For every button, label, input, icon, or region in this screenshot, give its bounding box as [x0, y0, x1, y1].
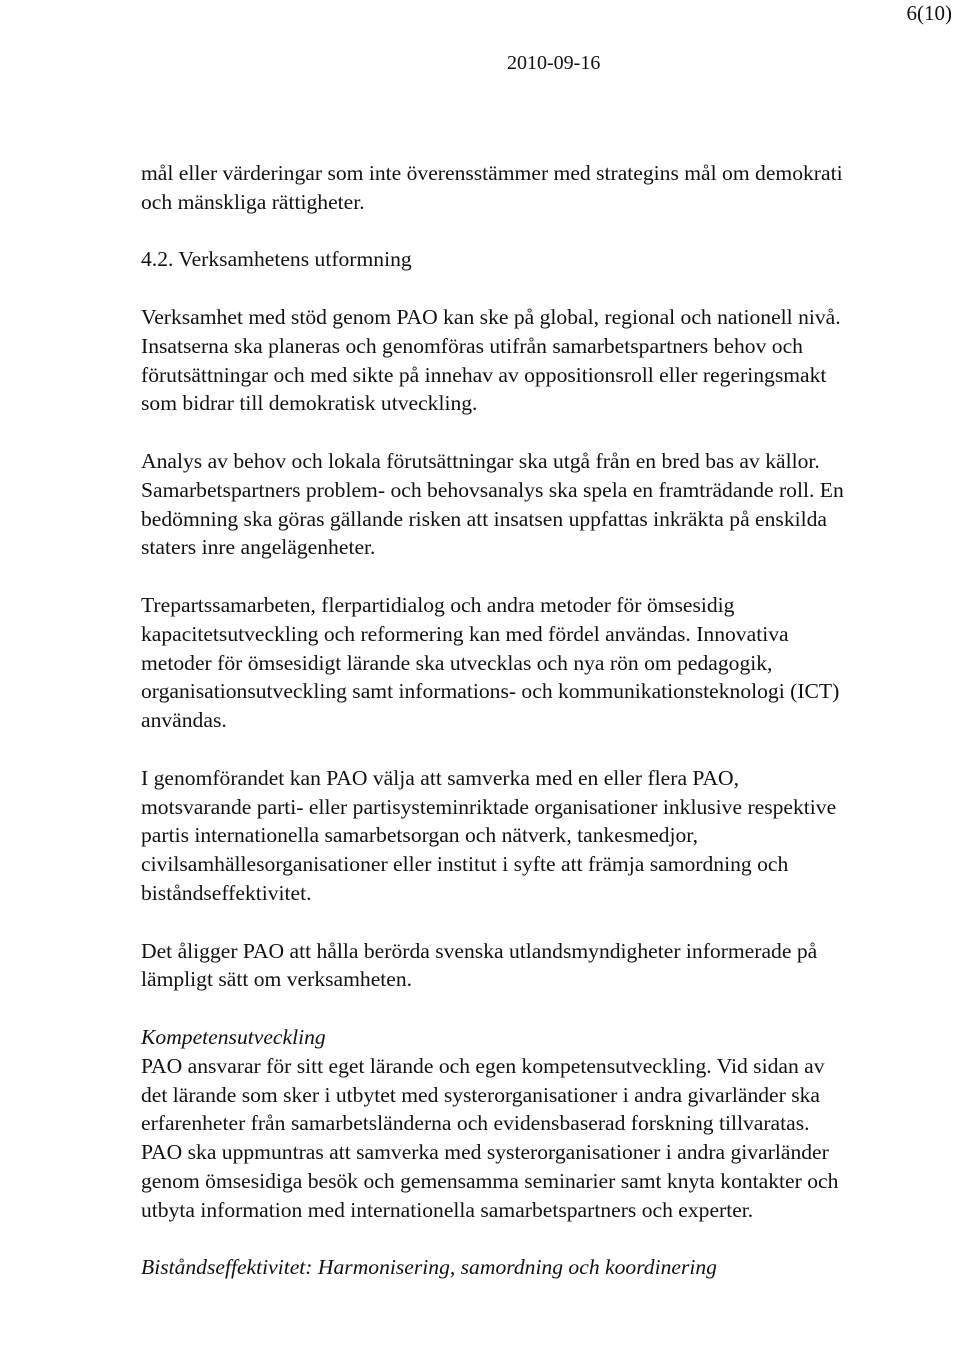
- document-body: [141, 159, 853, 1311]
- document-date: 2010-09-16: [507, 52, 601, 74]
- paragraph-strategy-goals: mål eller värderingar som inte överensstämmer med strategins mål om demokrati och mänskliga rättigheter.: [141, 161, 843, 214]
- paragraph-methods: Trepartssamarbeten, flerpartidialog och andra metoder för ömsesidig kapacitetsutveckling och reformering kan med fördel användas. Innovativa metoder för ömsesidigt lärande ska utvecklas och nya rön om pedagogik, organisationsutveckling samt informations- och kommunikationsteknologi (ICT) användas.: [141, 592, 840, 733]
- subheading-competence: Kompetensutveckling: [141, 1024, 326, 1049]
- subheading-effectiveness: Biståndseffektivitet: Harmonisering, samordning och koordinering: [141, 1255, 717, 1280]
- section-heading: 4.2. Verksamhetens utformning: [141, 247, 412, 272]
- paragraph-analysis: Analys av behov och lokala förutsättningar ska utgå från en bred bas av källor. Samarbetspartners problem- och behovsanalys ska spela en framträdande roll. En bedömning ska göras gällande risken att insatsen uppfattas inkräkta på enskilda staters inre angelägenheter.: [141, 448, 844, 560]
- paragraph-cooperation: I genomförandet kan PAO välja att samverka med en eller flera PAO, motsvarande parti- eller partisysteminriktade organisationer inklusive respektive partis internationella samarbetsorgan och nätverk, tankesmedjor, civilsamhällesorganisationer eller institut i syfte att främja samordning och biståndseffektivitet.: [141, 765, 837, 905]
- paragraph-embassies: Det åligger PAO att hålla berörda svenska utlandsmyndigheter informerade på lämpligt sätt om verksamheten.: [141, 938, 818, 992]
- paragraph-competence: PAO ansvarar för sitt eget lärande och egen kompetensutveckling. Vid sidan av det lärande som sker i utbytet med systerorganisationer i andra givarländer ska erfarenheter från samarbetsländerna och evidensbaserad forskning tillvaratas. PAO ska uppmuntras att samverka med systerorganisationer i andra givarländer genom ömsesidiga besök och gemensamma seminarier samt knyta kontakter och utbyta information med internationella samarbetspartners och experter.: [141, 1053, 839, 1222]
- page-number: 6(10): [906, 1, 952, 25]
- competence-section: [141, 1023, 853, 1225]
- paragraph-activity-level: Verksamhet med stöd genom PAO kan ske på global, regional och nationell nivå. Insatserna ska planeras och genomföras utifrån samarbetspartners behov och förutsättningar och med sikte på innehav av oppositionsroll eller regeringsmakt som bidrar till demokratisk utveckling.: [141, 304, 841, 416]
